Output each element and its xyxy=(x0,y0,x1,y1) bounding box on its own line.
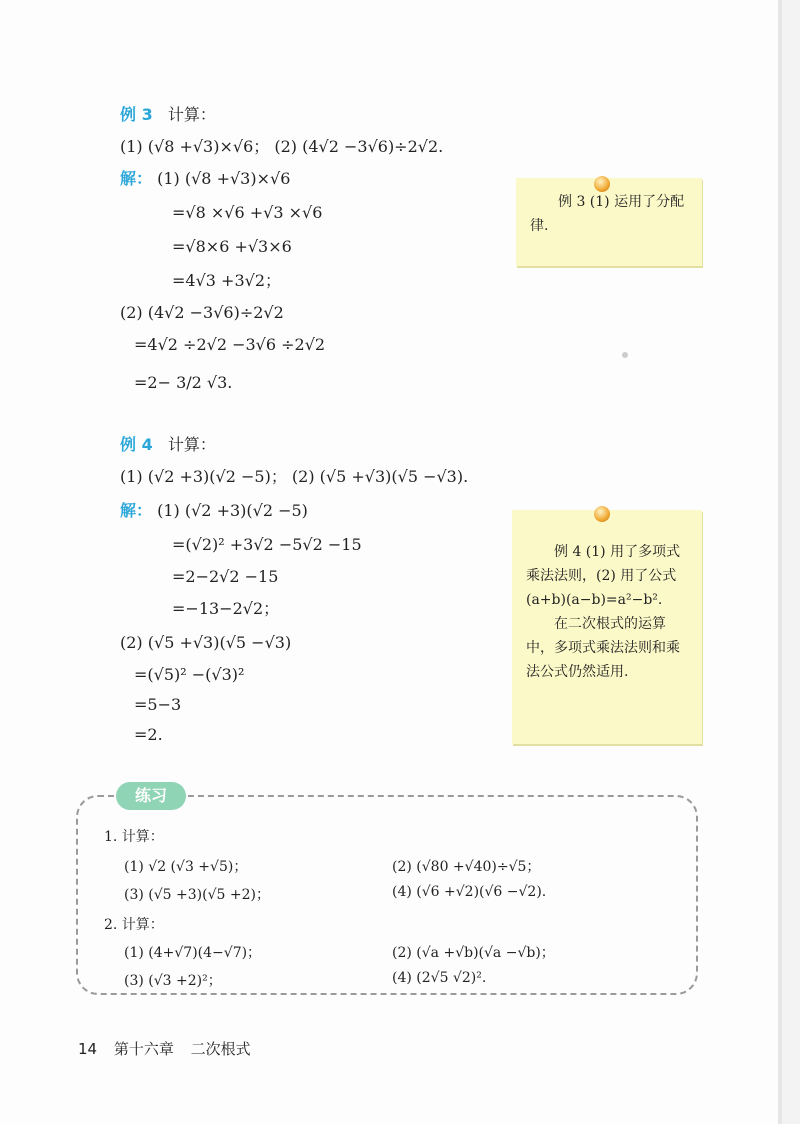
example3-solution-label: 解： xyxy=(120,169,153,188)
page-binding-shadow xyxy=(778,0,782,1124)
chapter-number: 第十六章 xyxy=(113,1040,174,1058)
example4-step-1: (1) (√2 +3)(√2 −5) xyxy=(157,501,308,520)
example4-step-8: =2. xyxy=(134,725,163,744)
example3-label: 例 3 xyxy=(120,105,153,124)
example4-step-4: =−13−2√2； xyxy=(172,599,280,618)
example3-step-3: =√8×6 +√3×6 xyxy=(172,237,292,256)
example3-problems: (1) (√8 +√3)×√6； (2) (4√2 −3√6)÷2√2. xyxy=(120,137,444,156)
page-number: 14 xyxy=(78,1040,98,1058)
exercise-q1-1: (1) √2 (√3 +√5)； xyxy=(124,859,248,875)
example3-heading xyxy=(120,104,216,126)
example3-prompt: 计算： xyxy=(167,105,216,124)
example4-note-paragraph-2: 在二次根式的运算中，多项式乘法法则和乘法公式仍然适用. xyxy=(526,616,680,680)
pushpin-icon xyxy=(594,506,610,522)
page-speck xyxy=(622,352,628,358)
exercise-q1-4: (4) (√6 +√2)(√6 −√2). xyxy=(392,884,547,900)
example4-step-5: (2) (√5 +√3)(√5 −√3) xyxy=(120,633,292,652)
example4-solution-label: 解： xyxy=(120,501,153,520)
exercise-q1-3: (3) (√5 +3)(√5 +2)； xyxy=(124,887,270,903)
exercise-q2-3: (3) (√3 +2)²； xyxy=(124,973,222,989)
example3-step-4: =4√3 +3√2； xyxy=(172,271,282,290)
chapter-title: 二次根式 xyxy=(190,1040,251,1058)
example4-label: 例 4 xyxy=(120,435,153,454)
exercise-q2-2: (2) (√a +√b)(√a −√b)； xyxy=(392,945,555,961)
exercise-q2-4: (4) (2√5 √2)². xyxy=(392,970,487,986)
example3-margin-note xyxy=(516,178,702,266)
example4-margin-note xyxy=(512,510,702,744)
example3-step-6: =4√2 ÷2√2 −3√6 ÷2√2 xyxy=(134,335,326,354)
example4-prompt: 计算： xyxy=(167,435,216,454)
page-edge xyxy=(782,0,800,1124)
example3-step-2: =√8 ×√6 +√3 ×√6 xyxy=(172,203,323,222)
example4-step-6: =(√5)² −(√3)² xyxy=(134,665,245,684)
example3-step-7: =2− 3/2 √3. xyxy=(134,373,233,392)
page-footer xyxy=(78,1038,263,1059)
example3-step-5: (2) (4√2 −3√6)÷2√2 xyxy=(120,303,284,322)
example4-step-3: =2−2√2 −15 xyxy=(172,567,279,586)
exercise-tag: 练习 xyxy=(116,782,186,810)
exercise-q2-1: (1) (4+√7)(4−√7)； xyxy=(124,945,262,961)
example4-solution-start xyxy=(120,500,308,522)
example4-step-2: =(√2)² +3√2 −5√2 −15 xyxy=(172,535,362,554)
example3-solution-start xyxy=(120,168,290,190)
exercise-q2-title: 2. 计算： xyxy=(104,917,164,933)
exercise-q1-2: (2) (√80 +√40)÷√5； xyxy=(392,859,541,875)
pushpin-icon xyxy=(594,176,610,192)
example4-problems: (1) (√2 +3)(√2 −5)； (2) (√5 +√3)(√5 −√3). xyxy=(120,467,469,486)
example3-note-text: 例 3 (1) 运用了分配律. xyxy=(530,194,685,234)
exercise-q1-title: 1. 计算： xyxy=(104,829,164,845)
example4-step-7: =5−3 xyxy=(134,695,182,714)
example3-step-1: (1) (√8 +√3)×√6 xyxy=(157,169,291,188)
example4-note-paragraph-1: 例 4 (1) 用了多项式乘法法则，(2) 用了公式(a+b)(a−b)=a²−b². xyxy=(526,544,681,608)
example4-heading xyxy=(120,434,216,456)
